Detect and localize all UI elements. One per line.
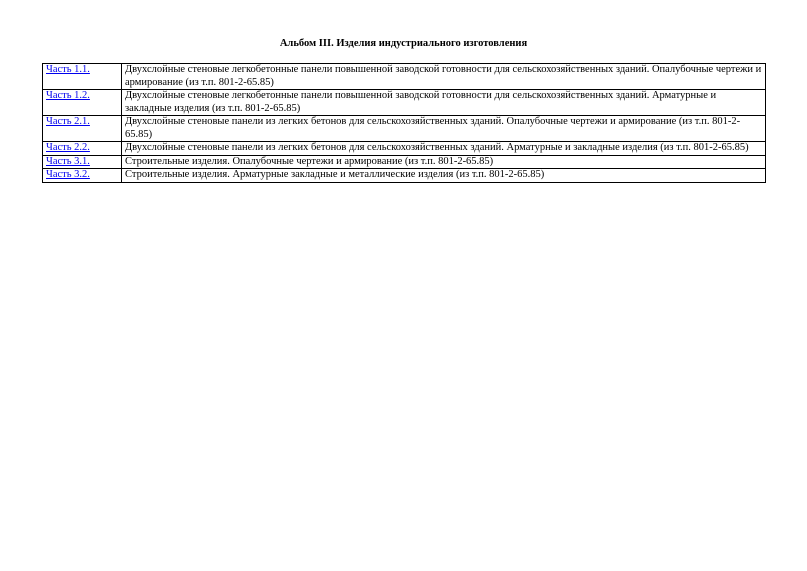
description-cell: Двухслойные стеновые легкобетонные панели повышенной заводской готовности для сельскохозяйственных зданий. Арматурные и закладные изделия (из т.п. 801-2-65.85) xyxy=(122,90,766,116)
description-cell: Строительные изделия. Опалубочные чертежи и армирование (из т.п. 801-2-65.85) xyxy=(122,155,766,169)
part-cell xyxy=(43,64,122,90)
table-row xyxy=(43,90,766,116)
part-link[interactable]: Часть 2.1. xyxy=(46,116,90,127)
part-cell xyxy=(43,116,122,142)
table-row xyxy=(43,155,766,169)
table-row xyxy=(43,116,766,142)
table-row xyxy=(43,169,766,183)
part-link[interactable]: Часть 3.1. xyxy=(46,155,90,167)
part-link[interactable]: Часть 1.2. xyxy=(46,90,90,101)
table-row xyxy=(43,64,766,90)
part-link[interactable]: Часть 2.2. xyxy=(46,142,90,153)
part-link[interactable]: Часть 1.1. xyxy=(46,64,90,75)
part-cell xyxy=(43,155,122,169)
part-link[interactable]: Часть 3.2. xyxy=(46,169,90,180)
contents-table xyxy=(42,63,766,183)
part-cell xyxy=(43,142,122,156)
page-title: Альбом III. Изделия индустриального изготовления xyxy=(279,38,528,49)
description-cell: Двухслойные стеновые панели из легких бетонов для сельскохозяйственных зданий. Арматурные и закладные изделия (из т.п. 801-2-65.85) xyxy=(122,142,766,156)
description-cell: Строительные изделия. Арматурные закладные и металлические изделия (из т.п. 801-2-65.85) xyxy=(122,169,766,183)
part-cell xyxy=(43,169,122,183)
description-cell: Двухслойные стеновые панели из легких бетонов для сельскохозяйственных зданий. Опалубочные чертежи и армирование (из т.п. 801-2-65.85) xyxy=(122,116,766,142)
part-cell xyxy=(43,90,122,116)
description-cell: Двухслойные стеновые легкобетонные панели повышенной заводской готовности для сельскохозяйственных зданий. Опалубочные чертежи и армирование (из т.п. 801-2-65.85) xyxy=(122,64,766,90)
table-row xyxy=(43,142,766,156)
